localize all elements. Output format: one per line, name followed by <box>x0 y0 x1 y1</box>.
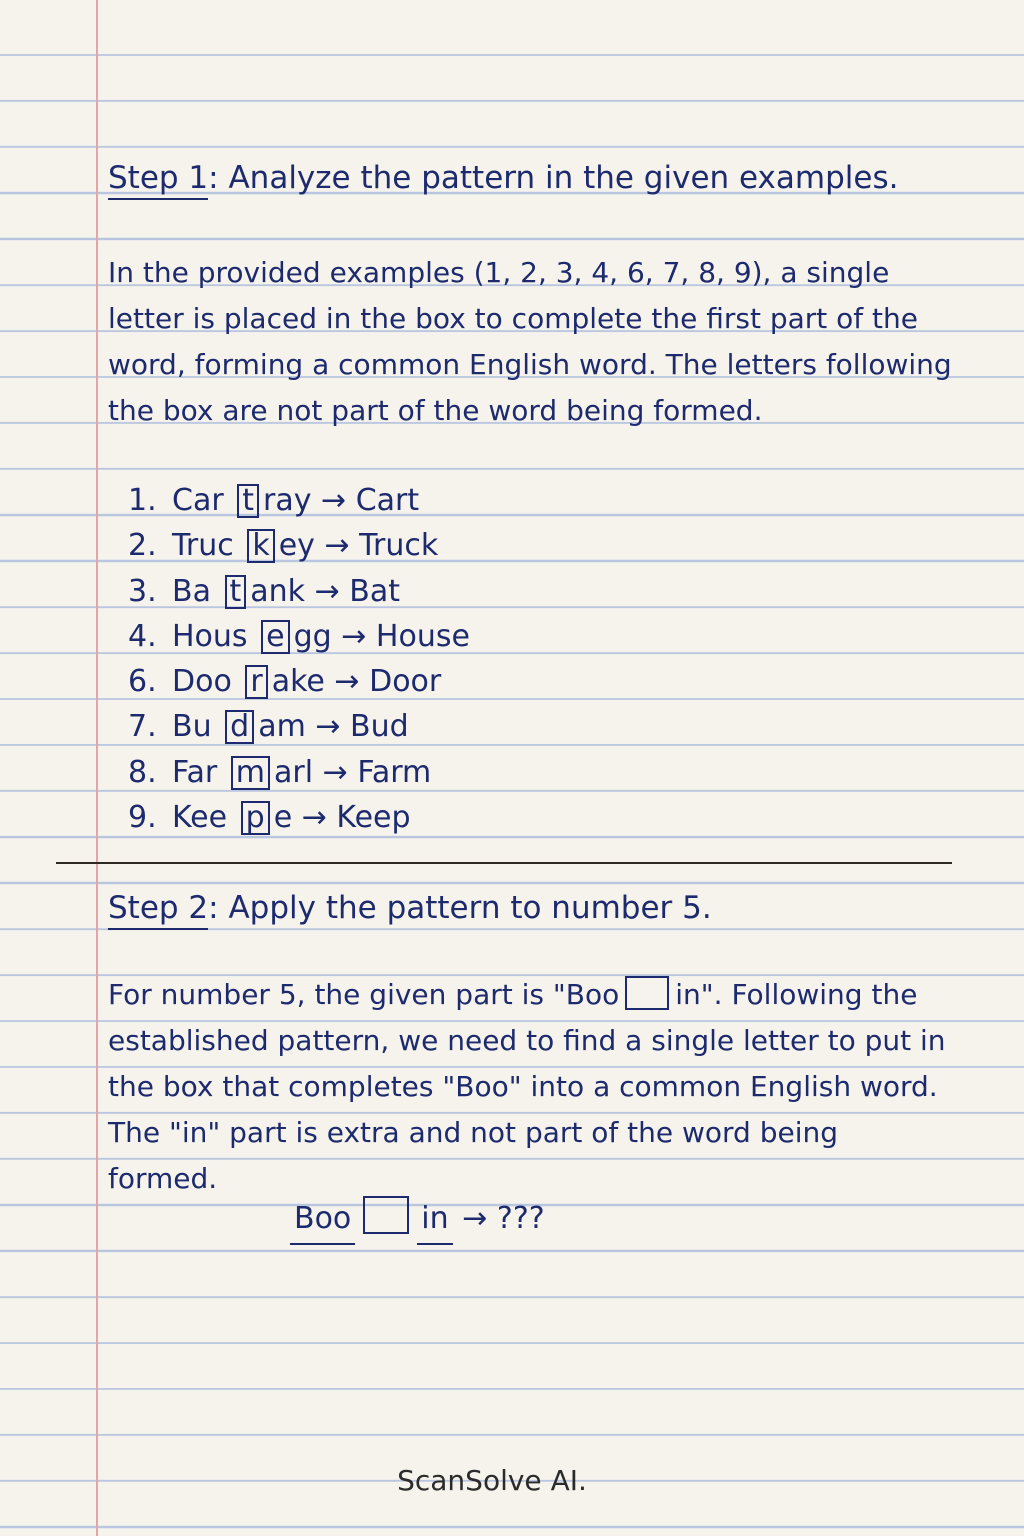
step2-title: : Apply the pattern to number 5. <box>208 890 712 926</box>
example-prefix: Hous <box>172 618 248 654</box>
example-prefix: Bu <box>172 709 212 745</box>
example-word: Truck <box>359 528 439 564</box>
example-prefix: Truc <box>172 528 234 564</box>
examples-list <box>128 478 470 840</box>
example-letter-box: k <box>247 529 274 563</box>
example-suffix: am <box>258 709 306 745</box>
arrow-icon: → <box>322 754 348 790</box>
example-suffix: arl <box>274 754 314 790</box>
arrow-icon: → <box>315 709 341 745</box>
example-row <box>128 795 470 840</box>
step2-heading <box>108 888 712 928</box>
question-suffix: in <box>417 1197 452 1245</box>
step1-label: Step 1 <box>108 160 208 200</box>
example-suffix: gg <box>293 618 332 654</box>
example-row <box>128 478 470 523</box>
example-row <box>128 523 470 568</box>
example-number: 3. <box>128 573 157 609</box>
arrow-icon: → <box>341 618 367 654</box>
example-letter-box: d <box>225 710 254 744</box>
step1-paragraph: In the provided examples (1, 2, 3, 4, 6, 7, 8, 9), a single letter is placed in the box to complete the first part of the word, forming a common English word. The letters following the box are not part of the word being formed. <box>108 256 952 427</box>
step2-paragraph-end: in". Following the established pattern, we need to find a single letter to put in the box that completes "Boo" into a common English word. The "in" part is extra and not part of the word being formed. <box>108 978 946 1195</box>
empty-letter-box <box>625 976 669 1010</box>
example-prefix: Kee <box>172 800 228 836</box>
example-number: 1. <box>128 483 157 518</box>
example-prefix: Doo <box>172 664 232 700</box>
example-suffix: ank <box>250 573 306 609</box>
example-number: 4. <box>128 618 157 654</box>
example-number: 9. <box>128 800 157 836</box>
step2-paragraph <box>108 972 948 1202</box>
arrow-icon: → <box>301 800 327 836</box>
step1-heading <box>108 158 898 198</box>
question-prefix: Boo <box>290 1197 355 1245</box>
example-row <box>128 569 470 614</box>
arrow-icon: → <box>334 664 360 700</box>
example-prefix: Car <box>172 483 224 518</box>
example-word: Farm <box>357 754 432 790</box>
step2-paragraph-start: For number 5, the given part is "Boo <box>108 978 620 1011</box>
step2-label: Step 2 <box>108 890 208 930</box>
example-suffix: e <box>273 800 293 836</box>
example-word: Cart <box>355 483 420 518</box>
watermark-footer: ScanSolve AI. <box>397 1464 587 1497</box>
example-letter-box: r <box>245 665 267 699</box>
example-letter-box: p <box>241 801 270 835</box>
example-word: Bat <box>349 573 401 609</box>
example-letter-box: m <box>231 756 270 790</box>
example-number: 8. <box>128 754 157 790</box>
example-letter-box: e <box>261 620 289 654</box>
question-result: ??? <box>496 1201 545 1236</box>
arrow-icon: → <box>324 528 350 564</box>
example-word: Door <box>369 664 442 700</box>
example-suffix: ray <box>262 483 312 518</box>
arrow-icon: → <box>314 573 340 609</box>
question-line <box>290 1196 545 1245</box>
example-row <box>128 704 470 749</box>
example-prefix: Far <box>172 754 218 790</box>
answer-box <box>363 1196 409 1234</box>
example-word: House <box>375 618 470 654</box>
example-row <box>128 659 470 704</box>
example-row <box>128 750 470 795</box>
example-suffix: ake <box>271 664 325 700</box>
section-divider <box>56 862 952 864</box>
example-number: 2. <box>128 528 157 564</box>
step1-title: : Analyze the pattern in the given examples. <box>208 160 899 196</box>
example-row <box>128 614 470 659</box>
example-letter-box: t <box>225 575 247 609</box>
example-suffix: ey <box>278 528 315 564</box>
arrow-icon: → <box>462 1201 488 1236</box>
example-word: Bud <box>350 709 409 745</box>
example-word: Keep <box>336 800 411 836</box>
example-letter-box: t <box>237 484 259 518</box>
arrow-icon: → <box>321 483 347 518</box>
example-number: 7. <box>128 709 157 745</box>
example-prefix: Ba <box>172 573 211 609</box>
example-number: 6. <box>128 664 157 700</box>
